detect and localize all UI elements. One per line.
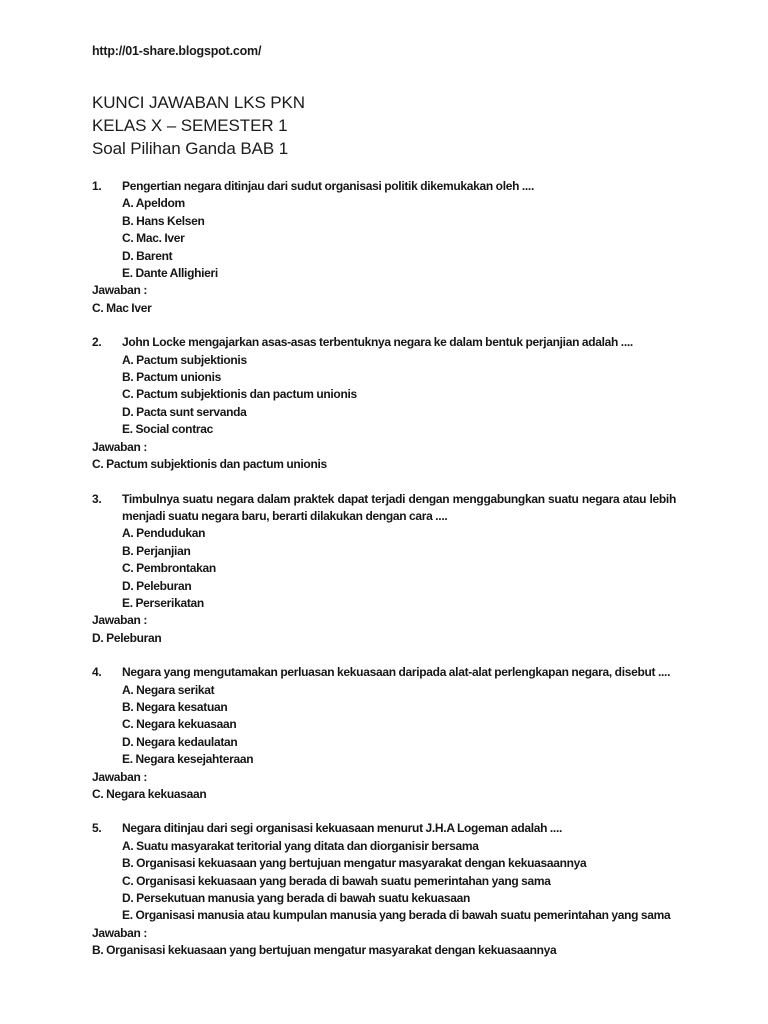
question-number: 5.	[92, 821, 102, 836]
document-title	[92, 91, 676, 160]
options-list	[92, 682, 676, 769]
option-item: B. Perjanjian	[122, 543, 191, 558]
question-number: 3.	[92, 491, 102, 506]
option-item: B. Organisasi kekuasaan yang bertujuan mengatur masyarakat dengan kekuasaannya	[122, 856, 587, 871]
option-item: B. Negara kesatuan	[122, 699, 228, 714]
answer-text: B. Organisasi kekuasaan yang bertujuan mengatur masyarakat dengan kekuasaannya	[92, 943, 557, 958]
options-list	[92, 195, 676, 282]
answer-text: C. Pactum subjektionis dan pactum unionis	[92, 457, 327, 472]
title-line-main: KUNCI JAWABAN LKS PKN	[92, 93, 305, 112]
question-number: 1.	[92, 179, 102, 193]
options-list	[92, 838, 676, 925]
question-block-1	[92, 178, 676, 317]
question-text	[92, 178, 676, 195]
question-body: John Locke mengajarkan asas-asas terbentuknya negara ke dalam bentuk perjanjian adalah ....	[122, 335, 633, 350]
option-item: D. Negara kedaulatan	[122, 734, 238, 749]
answer-label: Jawaban :	[92, 283, 148, 298]
option-item: E. Social contrac	[122, 422, 214, 437]
option-item: C. Mac. Iver	[122, 231, 185, 246]
title-line-class: KELAS X – SEMESTER 1	[92, 116, 288, 135]
option-item: D. Persekutuan manusia yang berada di bawah suatu kekuasaan	[122, 891, 471, 906]
question-block-5	[92, 820, 676, 959]
question-text	[92, 820, 676, 837]
option-item: A. Pactum subjektionis	[122, 352, 247, 367]
option-item: A. Pendudukan	[122, 526, 206, 541]
option-item: C. Negara kekuasaan	[122, 717, 237, 732]
question-body: Pengertian negara ditinjau dari sudut organisasi politik dikemukakan oleh ....	[122, 179, 535, 193]
answer-label: Jawaban :	[92, 769, 148, 784]
answer-text: C. Mac Iver	[92, 300, 152, 315]
option-item: E. Perserikatan	[122, 595, 204, 610]
option-item: C. Organisasi kekuasaan yang berada di bawah suatu pemerintahan yang sama	[122, 873, 551, 888]
option-item: E. Organisasi manusia atau kumpulan manusia yang berada di bawah suatu pemerintahan yang sama	[122, 908, 671, 923]
option-item: A. Apeldom	[122, 196, 185, 211]
option-item: C. Pembrontakan	[122, 561, 216, 576]
option-item: D. Barent	[122, 248, 173, 263]
question-body: Negara yang mengutamakan perluasan kekuasaan daripada alat-alat perlengkapan negara, disebut ....	[122, 665, 671, 680]
answer-text: C. Negara kekuasaan	[92, 787, 207, 801]
question-text	[92, 491, 676, 526]
source-url: http://01-share.blogspot.com/	[92, 44, 262, 58]
question-text	[92, 664, 676, 681]
option-item: A. Suatu masyarakat teritorial yang ditata dan diorganisir bersama	[122, 838, 479, 853]
option-item: E. Negara kesejahteraan	[122, 752, 254, 767]
title-line-section: Soal Pilihan Ganda BAB 1	[92, 139, 289, 158]
question-body: Negara ditinjau dari segi organisasi kekuasaan menurut J.H.A Logeman adalah ....	[122, 821, 563, 836]
option-item: B. Pactum unionis	[122, 370, 221, 385]
option-item: B. Hans Kelsen	[122, 213, 205, 228]
options-list	[92, 352, 676, 439]
answer-text: D. Peleburan	[92, 630, 162, 645]
option-item: A. Negara serikat	[122, 682, 215, 697]
option-item: D. Peleburan	[122, 578, 192, 593]
question-block-4	[92, 664, 676, 803]
option-item: D. Pacta sunt servanda	[122, 404, 247, 419]
answer-label: Jawaban :	[92, 613, 148, 628]
question-block-3	[92, 491, 676, 648]
answer-label: Jawaban :	[92, 439, 148, 454]
question-body: Timbulnya suatu negara dalam praktek dapat terjadi dengan menggabungkan suatu negara atau lebih menjadi suatu negara baru, berarti dilakukan dengan cara ....	[122, 491, 676, 523]
question-text	[92, 334, 676, 351]
options-list	[92, 525, 676, 612]
question-number: 4.	[92, 665, 102, 680]
option-item: E. Dante Allighieri	[122, 266, 218, 281]
question-block-2	[92, 334, 676, 473]
option-item: C. Pactum subjektionis dan pactum unionis	[122, 387, 357, 402]
question-number: 2.	[92, 335, 102, 350]
answer-label: Jawaban :	[92, 925, 148, 940]
